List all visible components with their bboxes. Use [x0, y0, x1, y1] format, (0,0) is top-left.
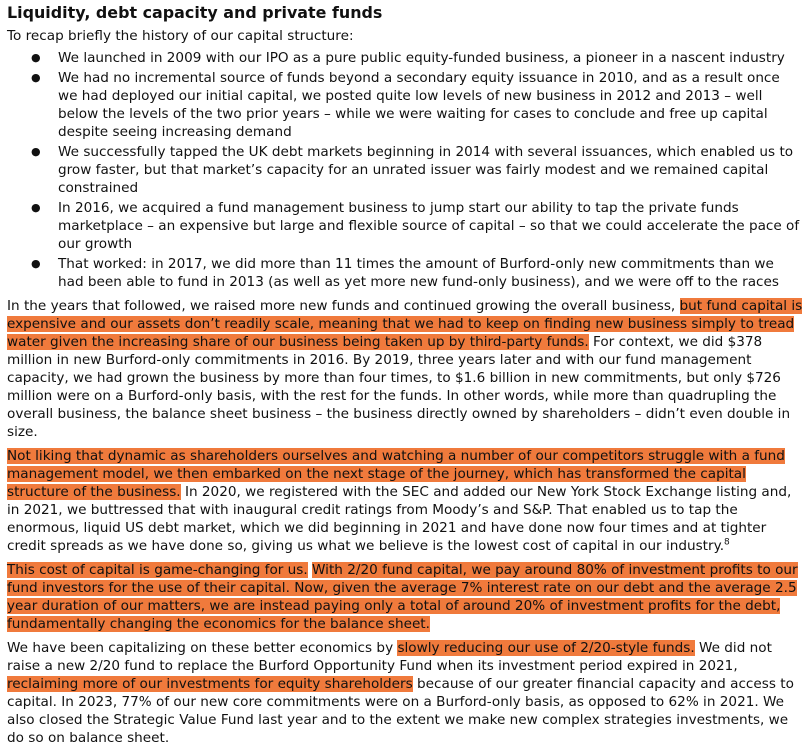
highlighted-text: reclaiming more of our investments for equity shareholders [7, 676, 413, 692]
paragraph-text: In the years that followed, we raised more new funds and continued growing the overall business, [7, 298, 680, 314]
highlighted-text: This cost of capital is game-changing for us. [7, 562, 308, 578]
paragraph-text: For context, we did $378 million in new Burford-only commitments in 2016. By 2019, three years later and with our fund management capacity, we had grown the business by more than four times, to $1.6 billion in new commitments, but only $726 million were on a Burford-only basis, with the rest for the funds. In other words, while more than quadrupling the overall business, the balance sheet business – the business directly owned by shareholders – didn’t even double in size. [7, 334, 791, 440]
bullet-text: We launched in 2009 with our IPO as a pure public equity-funded business, a pioneer in a nascent industry [58, 50, 785, 66]
paragraph-text: In 2020, we registered with the SEC and added our New York Stock Exchange listing and, in 2021, we buttressed that with inaugural credit ratings from Moody’s and S&P. That enabled us to tap the enormous, liquid US debt market, which we did beginning in 2021 and have done now four times and at tighter credit spreads as we have done so, giving us what we believe is the lowest cost of capital in our industry. [7, 484, 792, 554]
footnote-marker: 8 [724, 537, 730, 548]
list-item [7, 49, 803, 67]
list-item [7, 69, 803, 141]
bullet-text: We had no incremental source of funds beyond a secondary equity issuance in 2010, and as a result once we had deployed our initial capital, we posted quite low levels of new business in 2012 and 2013 – well below the levels of the two prior years – while we were waiting for cases to conclude and free up capital despite seeing increasing demand [58, 70, 780, 140]
paragraph-text: We have been capitalizing on these better economics by [7, 640, 398, 656]
history-bullet-list [7, 49, 803, 291]
highlighted-text: Not liking that dynamic as shareholders ourselves and watching a number of our competitors struggle with a fund management model, we then embarked on the next stage of the journey, which has transformed the capital structure of the business. [7, 448, 785, 500]
bullet-icon: ● [31, 51, 41, 64]
list-item [7, 143, 803, 197]
list-item [7, 199, 803, 253]
bullet-text: In 2016, we acquired a fund management business to jump start our ability to tap the private funds marketplace – an expensive but large and flexible source of capital – so that we could accelerate the pace of our growth [58, 200, 800, 252]
highlighted-text: slowly reducing our use of 2/20-style funds. [397, 640, 695, 656]
paragraph-fund-reduction [7, 639, 803, 747]
paragraph-capital-structure [7, 447, 803, 555]
bullet-text: We successfully tapped the UK debt markets beginning in 2014 with several issuances, which enabled us to grow faster, but that market’s capacity for an unrated issuer was fairly modest and we remained capital constrained [58, 144, 794, 196]
paragraph-text: We did not raise a new 2/20 fund to replace the Burford Opportunity Fund when its investment period expired in 2021, [7, 640, 772, 674]
paragraph-text: because of our greater financial capacity and access to capital. In 2023, 77% of our new core commitments were on a Burford-only basis, as opposed to 62% in 2021. We also closed the Strategic Value Fund last year and to the extent we make new complex strategies investments, we do so on balance sheet. [7, 676, 794, 746]
intro-text: To recap briefly the history of our capital structure: [7, 28, 354, 44]
highlighted-text: but fund capital is expensive and our assets don’t readily scale, meaning that we had to keep on finding new business simply to tread water given the increasing share of our business being taken up by third-party funds. [7, 298, 803, 350]
highlighted-text: With 2/20 fund capital, we pay around 80% of investment profits to our fund investors for the use of their capital. Now, given the average 7% interest rate on our debt and the average 2.5 year duration of our matters, we are instead paying only a total of around 20% of investment profits for the debt, fundamentally changing the economics for the balance sheet. [7, 562, 798, 632]
bullet-icon: ● [31, 145, 41, 158]
paragraph-growth-history [7, 297, 803, 441]
bullet-icon: ● [31, 201, 41, 214]
bullet-icon: ● [31, 71, 41, 84]
bullet-text: That worked: in 2017, we did more than 11 times the amount of Burford-only new commitments than we had been able to fund in 2013 (as well as yet more new fund-only business), and we were off to the races [58, 256, 779, 290]
bullet-icon: ● [31, 257, 41, 270]
section-heading: Liquidity, debt capacity and private funds [7, 3, 383, 22]
paragraph-cost-of-capital [7, 561, 803, 633]
list-item [7, 255, 803, 291]
